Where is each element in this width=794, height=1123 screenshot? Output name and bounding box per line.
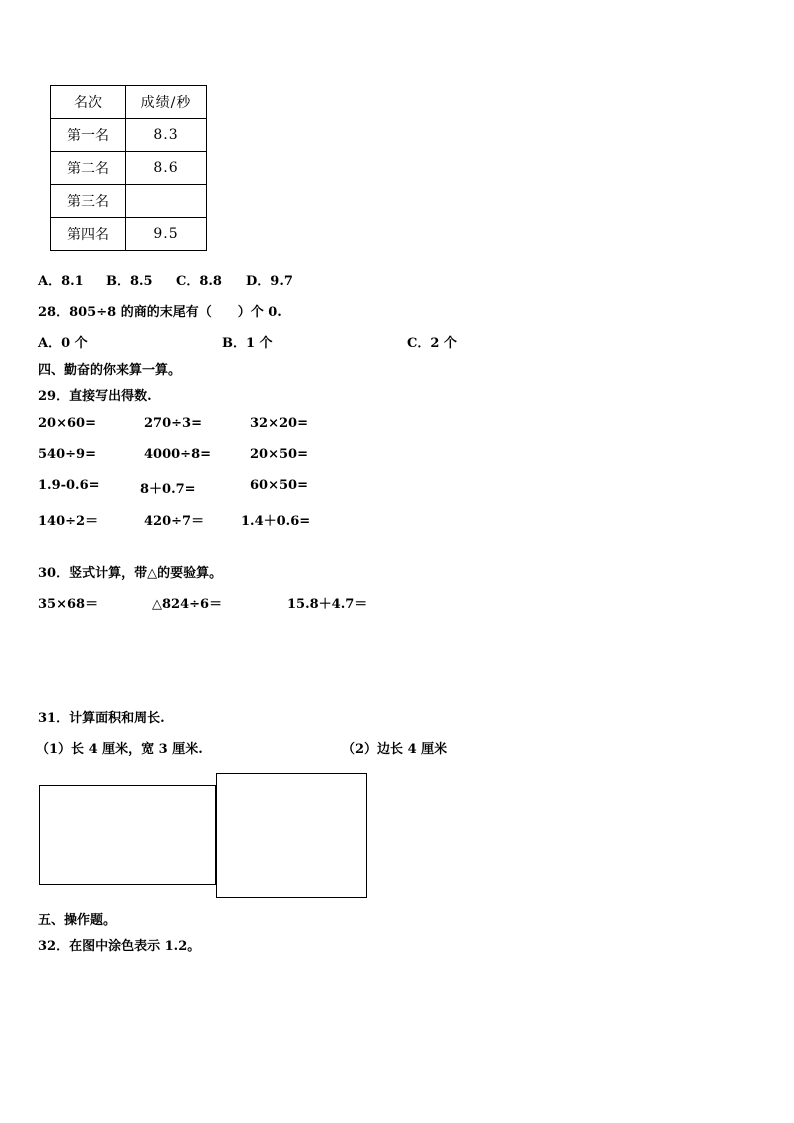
q29-item: 540÷9= <box>38 447 96 462</box>
rank-cell: 第一名 <box>51 119 126 152</box>
q28-option-b: B．1 个 <box>222 336 273 351</box>
q29-item: 8＋0.7= <box>140 482 196 497</box>
section-5-heading: 五、操作题。 <box>38 913 117 928</box>
rank-cell: 第三名 <box>51 185 126 218</box>
q27-option-b: B．8.5 <box>106 274 153 289</box>
q30-item: 35×68＝ <box>38 597 99 612</box>
q30-item: 15.8＋4.7＝ <box>287 597 368 612</box>
square-figure <box>216 773 367 898</box>
q31-part1: （1）长 4 厘米，宽 3 厘米. <box>36 742 203 757</box>
q29-item: 20×50= <box>250 447 308 462</box>
q29-item: 420÷7＝ <box>144 514 205 529</box>
q30-item: △824÷6＝ <box>152 597 223 612</box>
q29-item: 20×60= <box>38 416 96 431</box>
table-row <box>51 119 207 152</box>
score-cell: 9.5 <box>126 218 207 251</box>
table-row <box>51 218 207 251</box>
rectangle-figure <box>39 785 216 885</box>
q27-option-c: C．8.8 <box>176 274 222 289</box>
q28-option-a: A．0 个 <box>38 336 88 351</box>
q27-option-a: A．8.1 <box>38 274 84 289</box>
table-header-row <box>51 86 207 119</box>
q29-stem: 29．直接写出得数. <box>38 389 152 404</box>
q30-stem: 30．竖式计算，带△的要验算。 <box>38 566 223 581</box>
q29-item: 4000÷8= <box>144 447 212 462</box>
q29-item: 270÷3= <box>144 416 202 431</box>
section-4-heading: 四、勤奋的你来算一算。 <box>38 363 182 378</box>
score-table <box>50 85 207 251</box>
score-cell-blank <box>126 185 207 218</box>
q29-item: 1.9-0.6= <box>38 478 100 493</box>
q28-option-c: C．2 个 <box>407 336 457 351</box>
score-cell: 8.3 <box>126 119 207 152</box>
header-cell-score: 成绩/秒 <box>126 86 207 119</box>
q29-item: 60×50= <box>250 478 308 493</box>
q32-stem: 32．在图中涂色表示 1.2。 <box>38 939 201 954</box>
header-cell-rank: 名次 <box>51 86 126 119</box>
table-row <box>51 152 207 185</box>
table-row <box>51 185 207 218</box>
q29-item: 32×20= <box>250 416 308 431</box>
q28-stem: 28．805÷8 的商的末尾有（ ）个 0. <box>38 305 282 320</box>
q31-part2: （2）边长 4 厘米 <box>342 742 448 757</box>
q29-item: 140÷2＝ <box>38 514 99 529</box>
score-cell: 8.6 <box>126 152 207 185</box>
q27-option-d: D．9.7 <box>246 274 293 289</box>
q29-item: 1.4＋0.6= <box>241 514 311 529</box>
q31-stem: 31．计算面积和周长. <box>38 711 165 726</box>
rank-cell: 第二名 <box>51 152 126 185</box>
rank-cell: 第四名 <box>51 218 126 251</box>
